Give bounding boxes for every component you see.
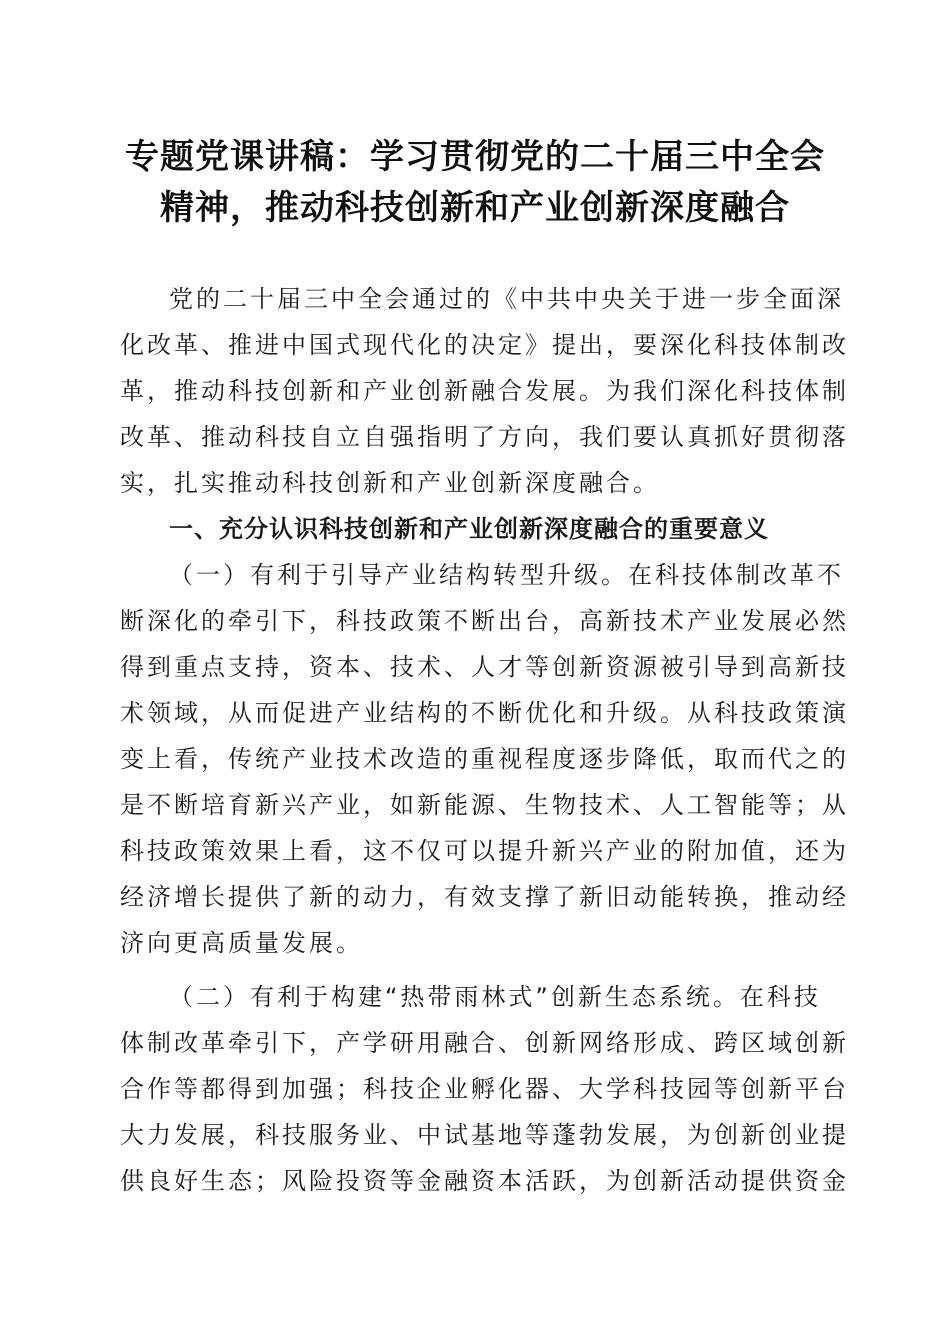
point-1-paragraph: [120, 552, 849, 966]
paragraph-line: （二）有利于构建“热带雨林式”创新生态系统。在科技: [169, 983, 821, 1011]
paragraph-line: （一）有利于引导产业结构转型升级。在科技体制改革不: [169, 561, 844, 589]
paragraph-line: 断深化的牵引下，科技政策不断出台，高新技术产业发展必然: [120, 607, 849, 635]
document-title: [100, 132, 850, 234]
point-2-paragraph: [120, 974, 849, 1204]
paragraph-line: 体制改革牵引下，产学研用融合、创新网络形成、跨区域创新: [120, 1029, 849, 1057]
paragraph-line: 变上看，传统产业技术改造的重视程度逐步降低，取而代之的: [120, 745, 849, 773]
paragraph-line: 经济增长提供了新的动力，有效支撑了新旧动能转换，推动经: [120, 883, 849, 911]
title-line-1: 专题党课讲稿：学习贯彻党的二十届三中全会: [125, 137, 825, 177]
paragraph-line: 改革、推动科技自立自强指明了方向，我们要认真抓好贯彻落: [120, 423, 849, 451]
paragraph-line: 济向更高质量发展。: [120, 929, 363, 957]
paragraph-line: 大力发展，科技服务业、中试基地等蓬勃发展，为创新创业提: [120, 1121, 849, 1149]
paragraph-line: 得到重点支持，资本、技术、人才等创新资源被引导到高新技: [120, 653, 849, 681]
paragraph-line: 实，扎实推动科技创新和产业创新深度融合。: [120, 469, 660, 497]
paragraph-line: 供良好生态；风险投资等金融资本活跃，为创新活动提供资金: [120, 1167, 849, 1195]
paragraph-line: 是不断培育新兴产业，如新能源、生物技术、人工智能等；从: [120, 791, 849, 819]
paragraph-line: 革，推动科技创新和产业创新融合发展。为我们深化科技体制: [120, 377, 849, 405]
intro-paragraph: [120, 276, 849, 506]
paragraph-line: 科技政策效果上看，这不仅可以提升新兴产业的附加值，还为: [120, 837, 849, 865]
document-body: [120, 276, 849, 1204]
paragraph-line: 化改革、推进中国式现代化的决定》提出，要深化科技体制改: [120, 331, 849, 359]
section-heading: 一、充分认识科技创新和产业创新深度融合的重要意义: [169, 515, 769, 543]
paragraph-line: 合作等都得到加强；科技企业孵化器、大学科技园等创新平台: [120, 1075, 849, 1103]
paragraph-line: 党的二十届三中全会通过的《中共中央关于进一步全面深: [169, 285, 844, 313]
paragraph-line: 术领域，从而促进产业结构的不断优化和升级。从科技政策演: [120, 699, 849, 727]
title-line-2: 精神，推动科技创新和产业创新深度融合: [160, 188, 790, 228]
